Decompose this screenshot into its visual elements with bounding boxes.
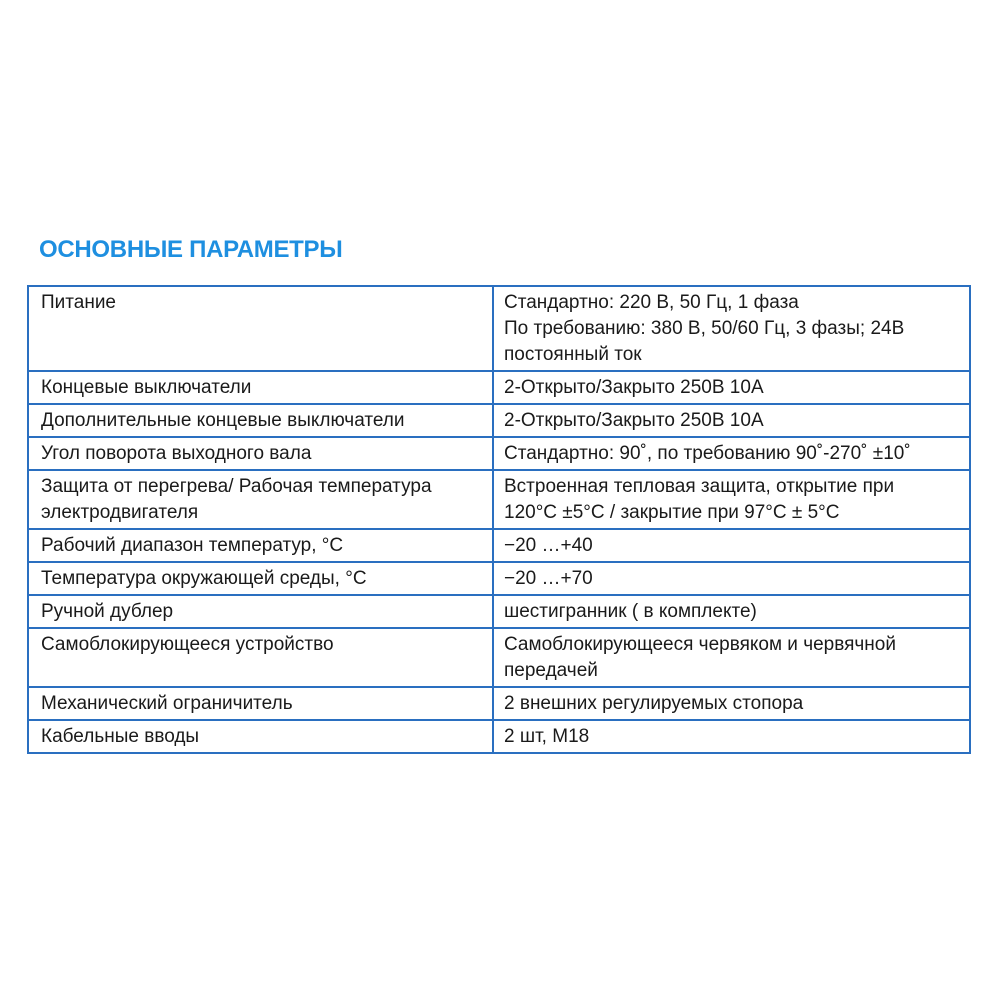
param-name: Рабочий диапазон температур, °C	[41, 535, 344, 556]
parameters-table-body	[28, 286, 970, 753]
param-value: 2-Открыто/Закрыто 250В 10А	[504, 410, 764, 431]
param-value: −20 …+40	[504, 535, 593, 556]
table-row	[28, 437, 970, 470]
param-name: Дополнительные концевые выключатели	[41, 410, 405, 431]
table-row	[28, 687, 970, 720]
param-name: Температура окружающей среды, °C	[41, 568, 367, 589]
param-name-cell	[28, 562, 493, 595]
param-value-cell	[493, 470, 970, 529]
param-name: Угол поворота выходного вала	[41, 443, 312, 464]
param-name-cell	[28, 286, 493, 371]
param-value-cell	[493, 562, 970, 595]
param-name: Самоблокирующееся устройство	[41, 634, 334, 655]
table-row	[28, 562, 970, 595]
param-value-cell	[493, 404, 970, 437]
param-name: электродвигателя	[41, 502, 199, 523]
param-name: Кабельные вводы	[41, 726, 200, 747]
parameters-table	[27, 285, 971, 754]
param-value: передачей	[504, 660, 598, 681]
param-value-cell	[493, 529, 970, 562]
param-name-cell	[28, 687, 493, 720]
table-row	[28, 720, 970, 753]
table-row	[28, 628, 970, 687]
param-value: По требованию: 380 В, 50/60 Гц, 3 фазы; 24В	[504, 318, 905, 339]
param-value-cell	[493, 286, 970, 371]
param-name-cell	[28, 720, 493, 753]
param-name-cell	[28, 595, 493, 628]
param-name-cell	[28, 371, 493, 404]
param-value-cell	[493, 371, 970, 404]
param-name-cell	[28, 437, 493, 470]
param-name: Защита от перегрева/ Рабочая температура	[41, 476, 432, 497]
param-name: Концевые выключатели	[41, 377, 252, 398]
param-value: Самоблокирующееся червяком и червячной	[504, 634, 896, 655]
param-value: Встроенная тепловая защита, открытие при	[504, 476, 895, 497]
param-value-cell	[493, 628, 970, 687]
param-name: Питание	[41, 292, 116, 313]
param-value-cell	[493, 687, 970, 720]
table-row	[28, 286, 970, 371]
section-title: ОСНОВНЫЕ ПАРАМЕТРЫ	[39, 236, 343, 263]
param-name-cell	[28, 470, 493, 529]
param-value: 120°C ±5°C / закрытие при 97°C ± 5°C	[504, 502, 840, 523]
param-value: −20 …+70	[504, 568, 593, 589]
param-value-cell	[493, 595, 970, 628]
param-value: постоянный ток	[504, 344, 642, 365]
param-name: Механический ограничитель	[41, 693, 293, 714]
table-row	[28, 371, 970, 404]
param-value: 2-Открыто/Закрыто 250В 10А	[504, 377, 764, 398]
param-value-cell	[493, 720, 970, 753]
param-value-cell	[493, 437, 970, 470]
param-name-cell	[28, 628, 493, 687]
param-value: Стандартно: 90˚, по требованию 90˚-270˚ ±10˚	[504, 443, 911, 464]
param-name-cell	[28, 529, 493, 562]
param-value: 2 внешних регулируемых стопора	[504, 693, 804, 714]
param-name-cell	[28, 404, 493, 437]
param-value: 2 шт, М18	[504, 726, 590, 747]
param-value: Стандартно: 220 В, 50 Гц, 1 фаза	[504, 292, 799, 313]
param-name: Ручной дублер	[41, 601, 174, 622]
param-value: шестигранник ( в комплекте)	[504, 601, 757, 622]
table-row	[28, 595, 970, 628]
table-row	[28, 529, 970, 562]
table-row	[28, 470, 970, 529]
table-row	[28, 404, 970, 437]
